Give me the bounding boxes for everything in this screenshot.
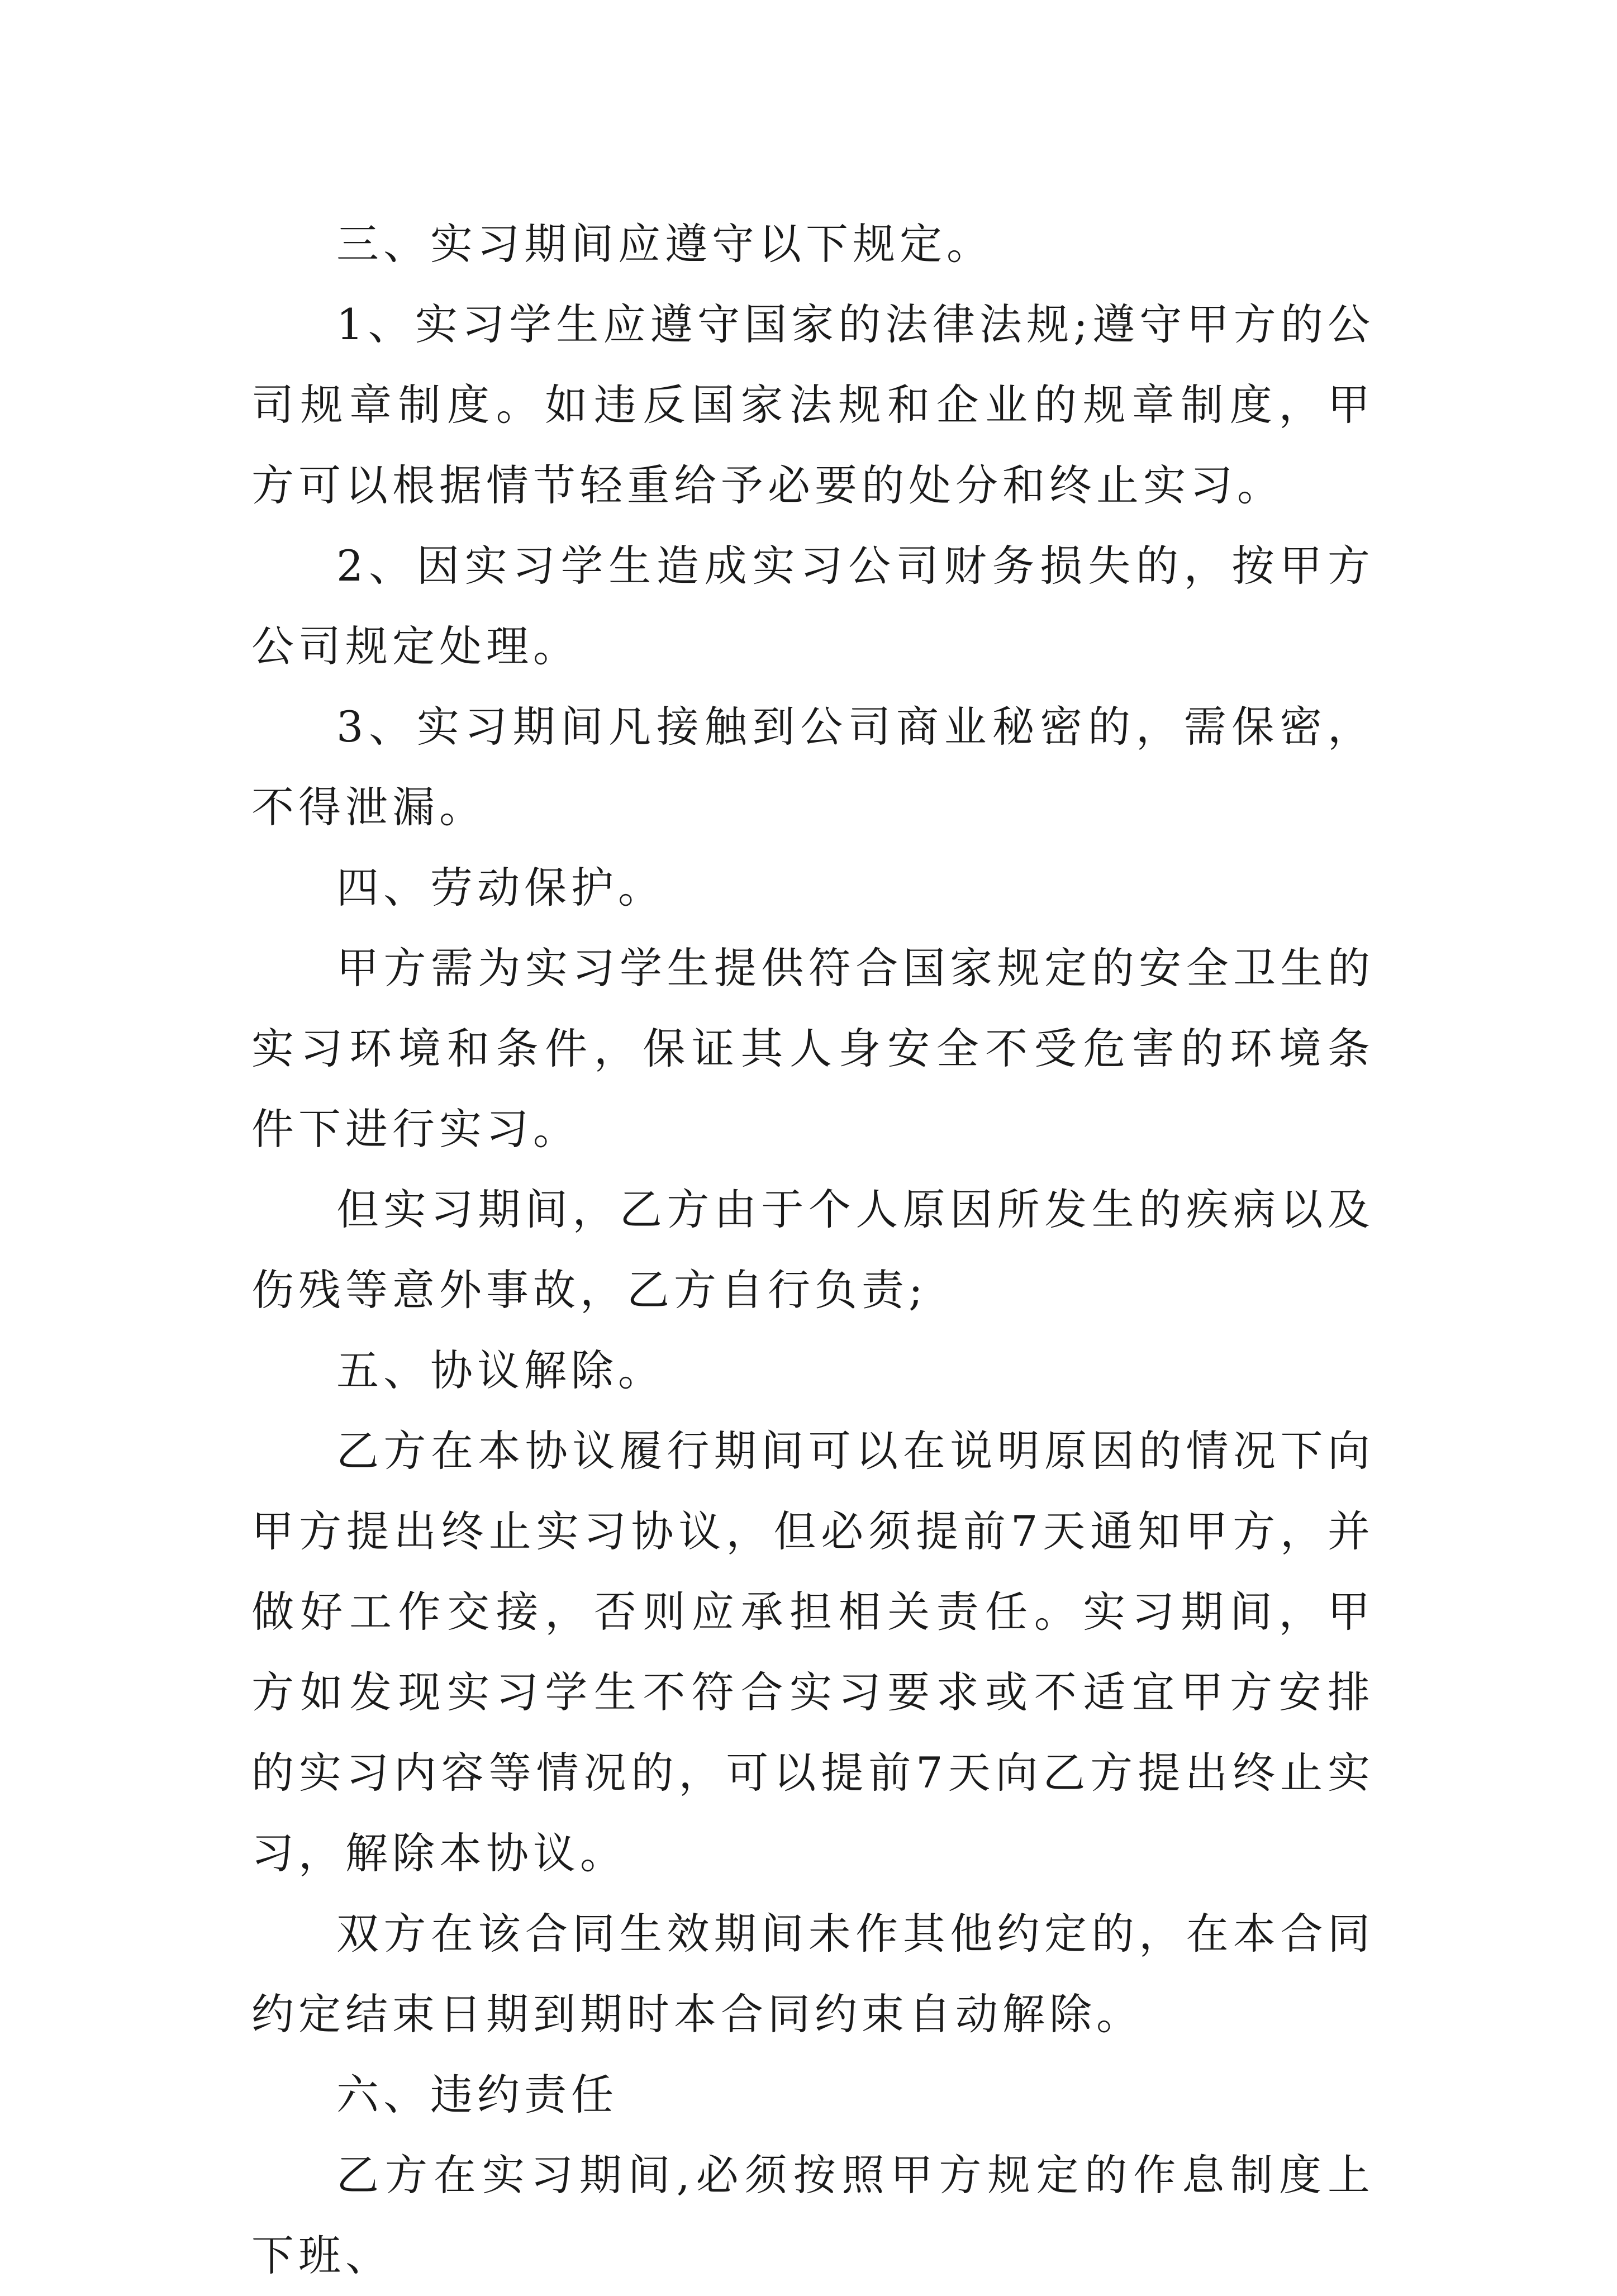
document-body: [251, 204, 1375, 2296]
paragraph-rule-1: 1、实习学生应遵守国家的法律法规;遵守甲方的公司规章制度。如违反国家法规和企业的规章制度，甲方可以根据情节轻重给予必要的处分和终止实习。: [251, 300, 1375, 510]
paragraph-termination: 乙方在本协议履行期间可以在说明原因的情况下向甲方提出终止实习协议，但必须提前7天通知甲方，并做好工作交接，否则应承担相关责任。实习期间，甲方如发现实习学生不符合实习要求或不适宜甲方安排的实习内容等情况的，可以提前7天向乙方提出终止实习，解除本协议。: [251, 1426, 1375, 1878]
paragraph-auto-termination: 双方在该合同生效期间未作其他约定的，在本合同约定结束日期到期时本合同约束自动解除。: [251, 1909, 1375, 2039]
section-heading-5: 五、协议解除。: [336, 1346, 665, 1395]
paragraph-accident-liability: 但实习期间，乙方由于个人原因所发生的疾病以及伤残等意外事故，乙方自行负责;: [251, 1185, 1375, 1315]
paragraph-rule-3: 3、实习期间凡接触到公司商业秘密的，需保密，不得泄漏。: [251, 702, 1375, 832]
paragraph-breach: 乙方在实习期间,必须按照甲方规定的作息制度上下班、: [251, 2150, 1375, 2280]
paragraph-rule-2: 2、因实习学生造成实习公司财务损失的，按甲方公司规定处理。: [251, 541, 1375, 671]
section-heading-6: 六、违约责任: [336, 2070, 618, 2119]
section-heading-4: 四、劳动保护。: [336, 863, 665, 912]
paragraph-labor-protection: 甲方需为实习学生提供符合国家规定的安全卫生的实习环境和条件，保证其人身安全不受危害的环境条件下进行实习。: [251, 943, 1375, 1154]
section-heading-3: 三、实习期间应遵守以下规定。: [336, 219, 993, 269]
